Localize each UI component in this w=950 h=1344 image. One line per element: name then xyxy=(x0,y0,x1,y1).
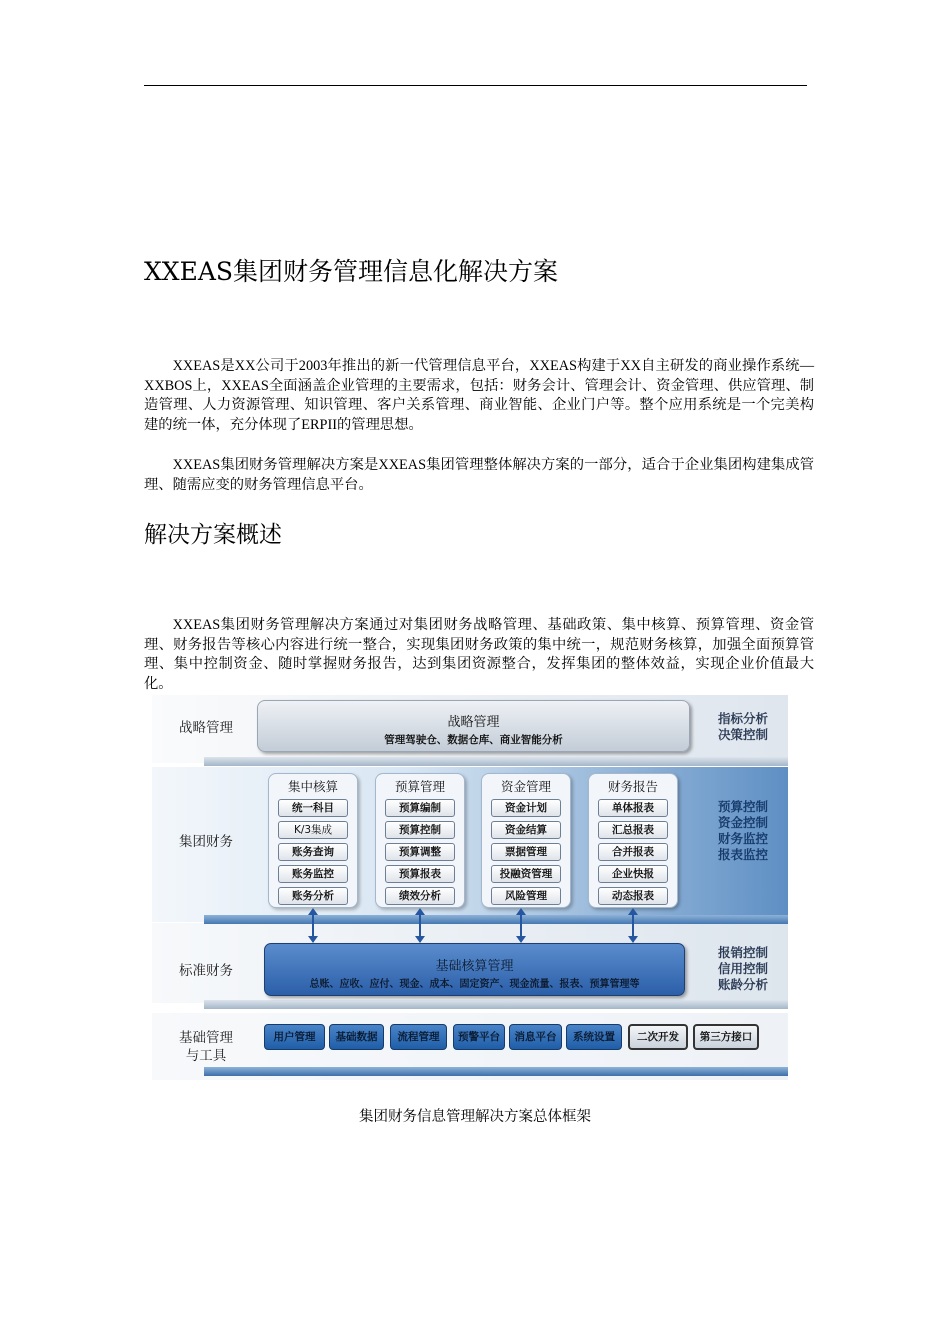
tool-process-management: 流程管理 xyxy=(390,1024,447,1050)
side-text: 预算控制 xyxy=(718,799,769,814)
module-item: 单体报表 xyxy=(598,799,668,817)
double-arrow-icon xyxy=(516,908,526,943)
side-text: 财务监控 xyxy=(718,831,769,846)
module-item: 合并报表 xyxy=(598,843,668,861)
diagram-caption: 集团财务信息管理解决方案总体框架 xyxy=(359,1109,591,1125)
side-label-strategy xyxy=(718,711,768,743)
module-title: 集中核算 xyxy=(287,779,338,794)
double-arrow-icon xyxy=(415,908,425,943)
side-text: 信用控制 xyxy=(718,961,769,976)
strategy-box-subtitle: 管理驾驶仓、数据仓库、商业智能分析 xyxy=(384,734,563,746)
layer-label-strategy: 战略管理 xyxy=(179,720,233,736)
layer-label-base-line1: 基础管理 xyxy=(179,1030,233,1046)
side-label-group xyxy=(718,799,768,863)
layer-label-group: 集团财务 xyxy=(179,834,233,850)
layer-label-base xyxy=(179,1029,233,1065)
double-arrow-icon xyxy=(308,908,318,943)
module-financial-report xyxy=(588,773,678,908)
layer-shelf xyxy=(204,915,788,924)
intro-paragraph-2: XXEAS集团财务管理解决方案是XXEAS集团管理整体解决方案的一部分，适合于企业集团构建集成管理、随需应变的财务管理信息平台。 xyxy=(144,457,814,493)
module-title: 资金管理 xyxy=(500,779,551,794)
layer-shelf xyxy=(204,1067,788,1076)
tool-secondary-development: 二次开发 xyxy=(628,1024,688,1050)
layer-shelf xyxy=(204,757,788,766)
module-item: 账务分析 xyxy=(278,887,348,905)
module-item: 账务监控 xyxy=(278,865,348,883)
tool-message-platform: 消息平台 xyxy=(509,1024,562,1050)
module-item: 预算调整 xyxy=(385,843,455,861)
module-title: 财务报告 xyxy=(607,779,658,794)
module-item: 绩效分析 xyxy=(385,887,455,905)
module-item: K/3集成 xyxy=(278,821,348,839)
side-text: 报销控制 xyxy=(718,945,769,960)
tool-system-settings: 系统设置 xyxy=(566,1024,622,1050)
module-item: 统一科目 xyxy=(278,799,348,817)
layer-shelf xyxy=(204,1000,788,1009)
module-item: 资金计划 xyxy=(491,799,561,817)
side-label-standard xyxy=(718,945,768,993)
side-text: 指标分析 xyxy=(718,711,769,726)
module-item: 预算报表 xyxy=(385,865,455,883)
layer-label-base-line2: 与工具 xyxy=(185,1048,227,1064)
group-finance-band xyxy=(152,767,788,922)
intro-paragraph-1: XXEAS是XX公司于2003年推出的新一代管理信息平台，XXEAS构建于XX自主研发的商业操作系统—XXBOS上，XXEAS全面涵盖企业管理的主要需求，包括：财务会计、管理会计、资金管理、供应管理、制造管理、人力资源管理、知识管理、客户关系管理、商业智能、企业门户等。整个应用系统是一个完美构建的统一体，充分体现了ERPII的管理思想。 xyxy=(144,358,814,433)
module-funds xyxy=(481,773,571,908)
side-text: 账龄分析 xyxy=(718,977,769,992)
module-item: 风险管理 xyxy=(491,887,561,905)
layer-label-standard: 标准财务 xyxy=(179,963,233,979)
section-paragraph: XXEAS集团财务管理解决方案通过对集团财务战略管理、基础政策、集中核算、预算管理、资金管理、财务报告等核心内容进行统一整合，实现集团财务政策的集中统一，规范财务核算，加强全面预算管理、集中控制资金、随时掌握财务报告，达到集团资源整合，发挥集团的整体效益，实现企业价值最大化。 xyxy=(144,617,814,692)
tool-third-party-interface: 第三方接口 xyxy=(693,1024,759,1050)
double-arrow-icon xyxy=(628,908,638,943)
tool-base-data: 基础数据 xyxy=(329,1024,384,1050)
tool-user-management: 用户管理 xyxy=(264,1024,325,1050)
document-title: XXEAS集团财务管理信息化解决方案 xyxy=(144,257,559,286)
module-item: 票据管理 xyxy=(491,843,561,861)
module-budget xyxy=(375,773,465,908)
core-accounting-box xyxy=(264,943,685,996)
module-item: 预算控制 xyxy=(385,821,455,839)
module-central-accounting xyxy=(268,773,358,908)
tool-alert-platform: 预警平台 xyxy=(453,1024,505,1050)
side-text: 决策控制 xyxy=(718,727,769,742)
module-item: 企业快报 xyxy=(598,865,668,883)
module-item: 预算编制 xyxy=(385,799,455,817)
core-box-subtitle: 总账、应收、应付、现金、成本、固定资产、现金流量、报表、预算管理等 xyxy=(309,979,640,990)
module-title: 预算管理 xyxy=(394,779,445,794)
side-text: 资金控制 xyxy=(718,815,769,830)
framework-diagram xyxy=(152,695,788,1080)
strategy-box xyxy=(257,700,690,752)
module-item: 汇总报表 xyxy=(598,821,668,839)
side-text: 报表监控 xyxy=(718,847,769,862)
module-item: 投融资管理 xyxy=(491,865,561,883)
header-rule xyxy=(144,85,807,86)
module-item: 账务查询 xyxy=(278,843,348,861)
module-item: 资金结算 xyxy=(491,821,561,839)
section-heading: 解决方案概述 xyxy=(144,522,282,548)
core-box-title: 基础核算管理 xyxy=(435,959,514,974)
module-item: 动态报表 xyxy=(598,887,668,905)
strategy-box-title: 战略管理 xyxy=(447,715,500,730)
